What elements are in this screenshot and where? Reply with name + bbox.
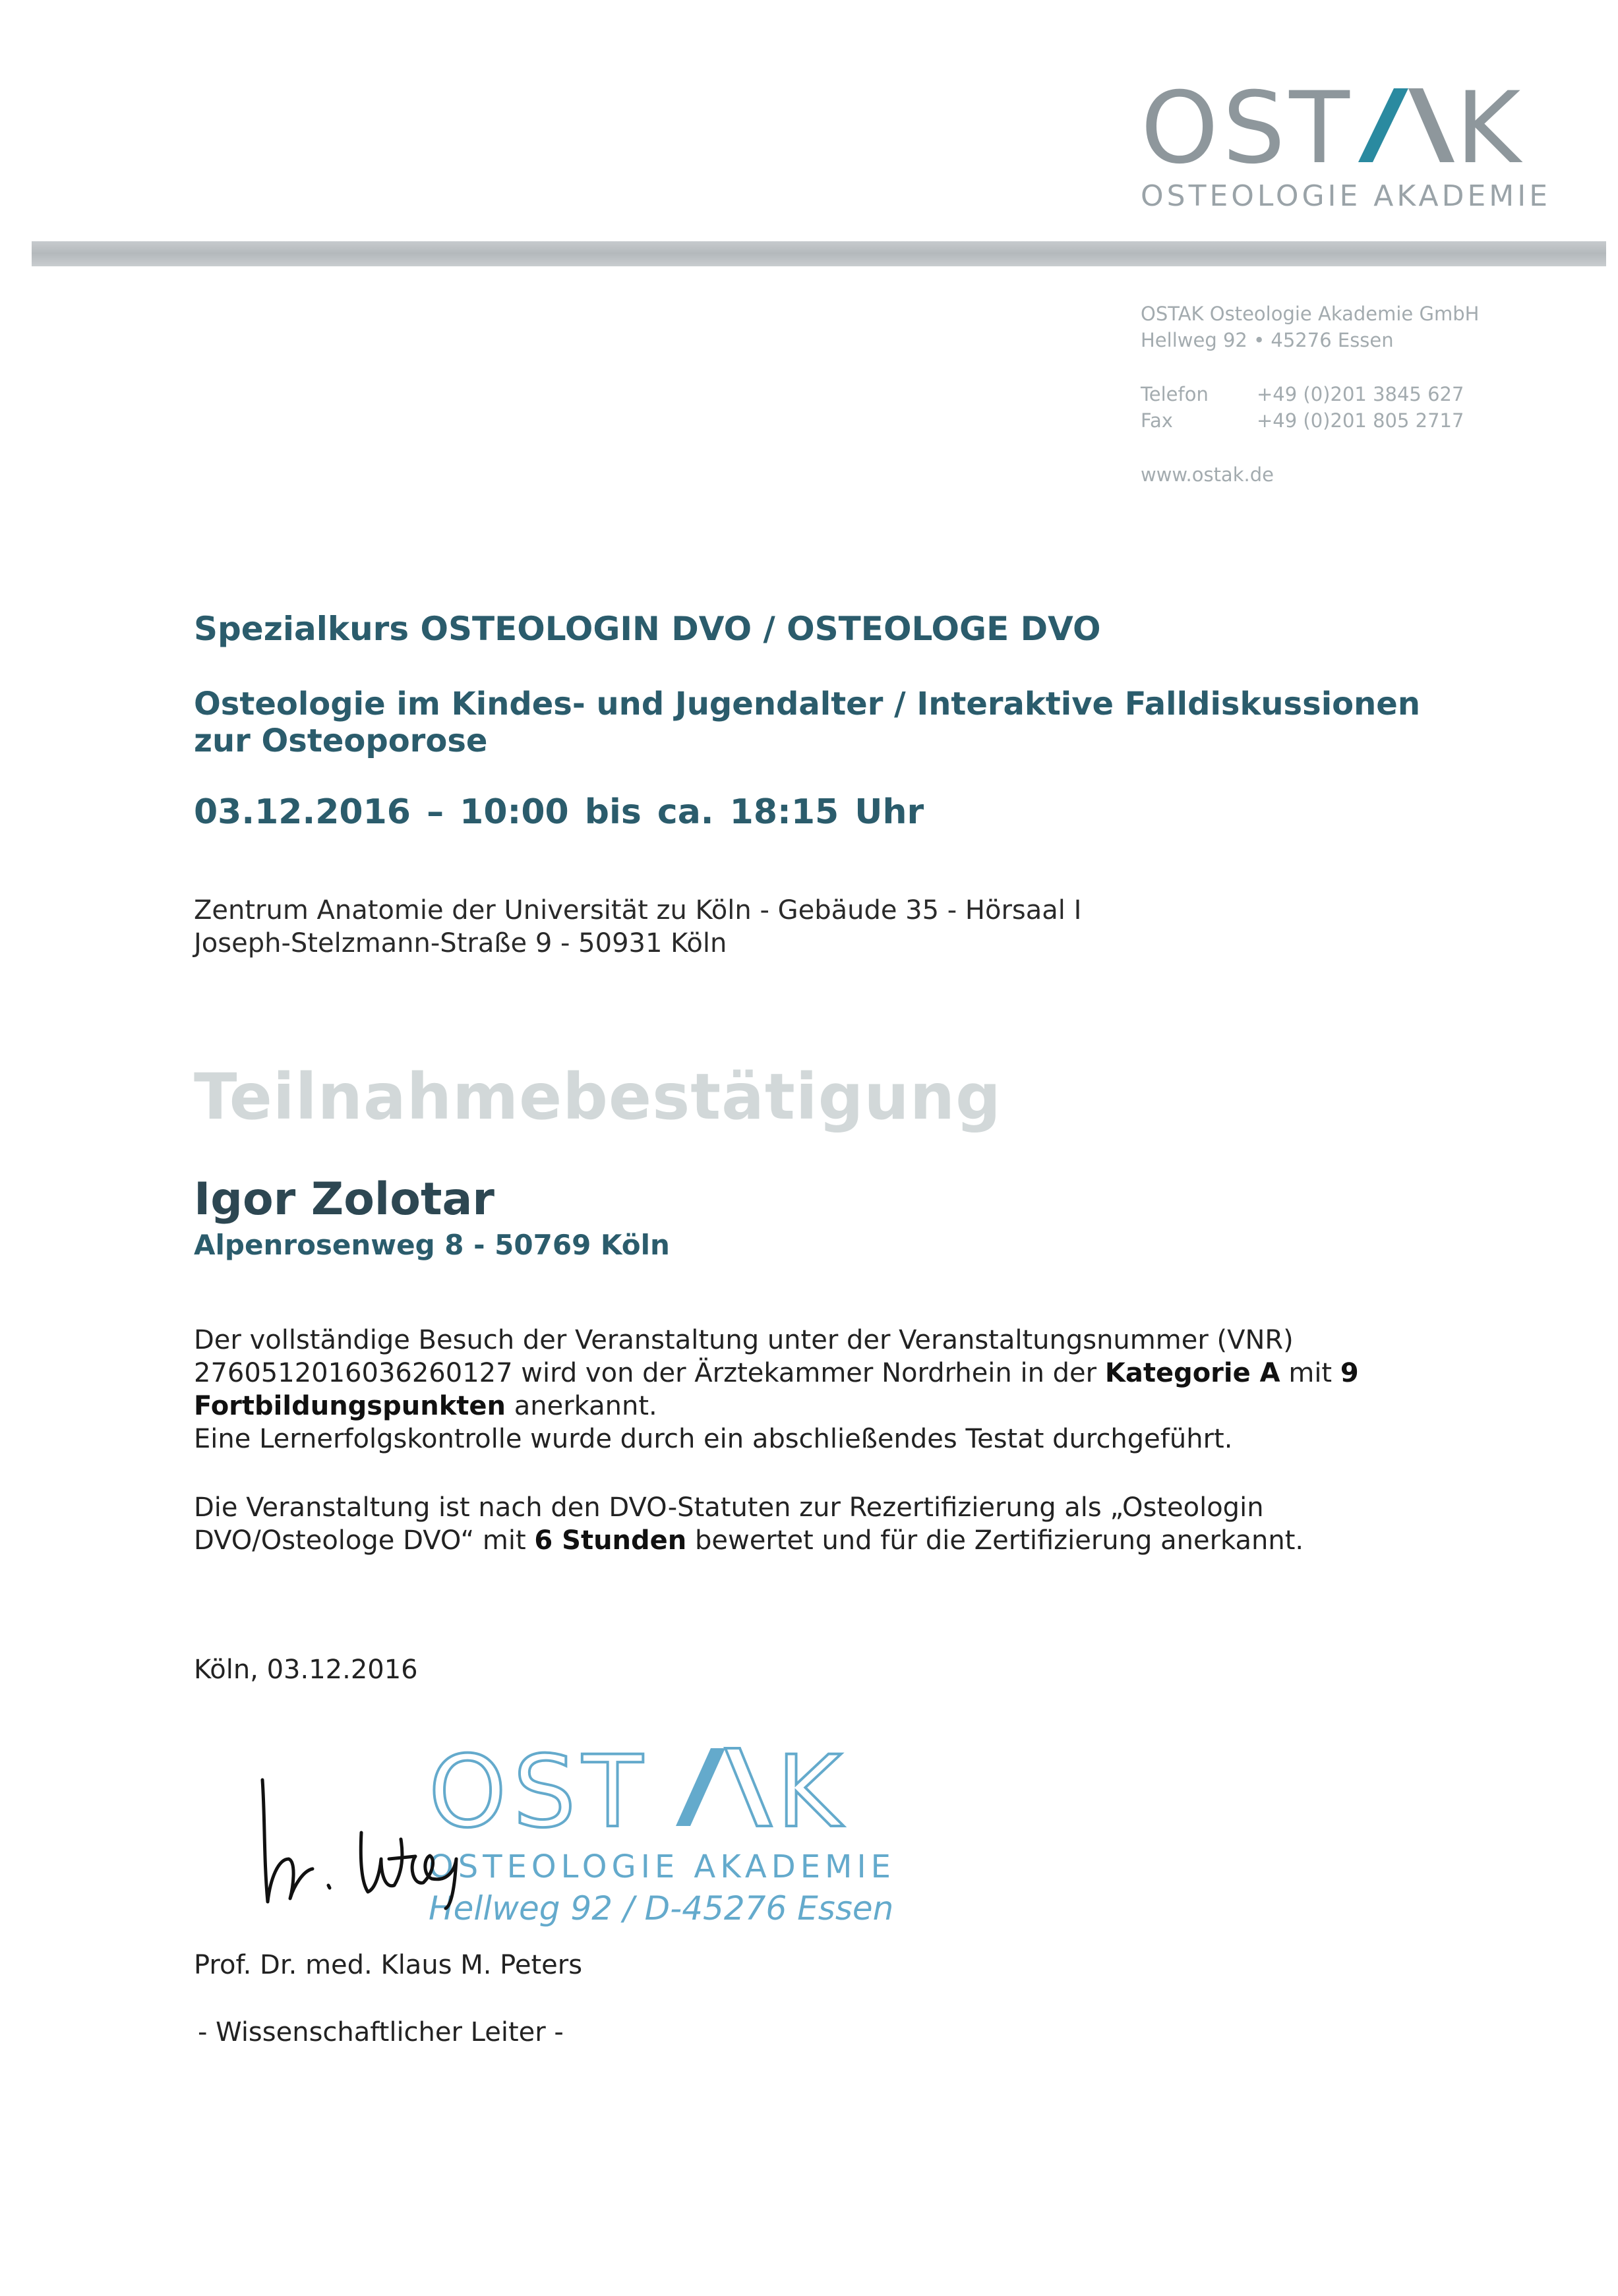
p1-text-a: Der vollständige Besuch der Veranstaltung unter der Veranstaltungsnummer (VNR) 2760512016036260127 wird von der Ärztekammer Nordrhein in der bbox=[194, 1325, 1294, 1388]
p1-category: Kategorie A bbox=[1104, 1358, 1280, 1388]
svg-text:OST: OST bbox=[1141, 78, 1354, 177]
sender-company: OSTAK Osteologie Akademie GmbH bbox=[1141, 303, 1480, 325]
svg-text:K: K bbox=[777, 1735, 842, 1850]
svg-text:OSTEOLOGIE AKADEMIE: OSTEOLOGIE AKADEMIE bbox=[429, 1848, 895, 1885]
sender-street: Hellweg 92 • 45276 Essen bbox=[1141, 329, 1394, 351]
venue bbox=[194, 894, 1081, 960]
p2-hours: 6 Stunden bbox=[534, 1525, 687, 1556]
fax-number: +49 (0)201 805 2717 bbox=[1257, 409, 1464, 432]
header-band bbox=[32, 241, 1606, 266]
p1-test-note: Eine Lernerfolgskontrolle wurde durch ein abschließendes Testat durchgeführt. bbox=[194, 1424, 1233, 1454]
phone-label: Telefon bbox=[1141, 383, 1209, 405]
course-title: Spezialkurs OSTEOLOGIN DVO / OSTEOLOGE DVO bbox=[194, 610, 1101, 648]
fax-label: Fax bbox=[1141, 409, 1173, 432]
venue-line-2: Joseph-Stelzmann-Straße 9 - 50931 Köln bbox=[194, 928, 727, 958]
signer-name: Prof. Dr. med. Klaus M. Peters bbox=[194, 1950, 583, 1980]
phone-number: +49 (0)201 3845 627 bbox=[1257, 383, 1464, 405]
confirmation-paragraph bbox=[194, 1324, 1466, 1456]
svg-text:Hellweg 92 / D-45276 Essen: Hellweg 92 / D-45276 Essen bbox=[429, 1889, 894, 1928]
p1-text-e: anerkannt. bbox=[506, 1391, 657, 1421]
venue-line-1: Zentrum Anatomie der Universität zu Köln - Gebäude 35 - Hörsaal I bbox=[194, 895, 1082, 926]
recipient-name: Igor Zolotar bbox=[194, 1173, 494, 1225]
handwritten-signature bbox=[251, 1760, 527, 1912]
sender-website: www.ostak.de bbox=[1141, 463, 1274, 486]
ostak-logo bbox=[1141, 78, 1536, 177]
svg-text:K: K bbox=[1456, 78, 1521, 177]
logo-subtitle: OSTEOLOGIE AKADEMIE bbox=[1141, 179, 1551, 213]
recipient-address: Alpenrosenweg 8 - 50769 Köln bbox=[194, 1229, 670, 1261]
sender-address-block bbox=[1141, 301, 1479, 488]
p1-text-c: mit bbox=[1280, 1358, 1340, 1388]
course-topic: Osteologie im Kindes- und Jugendalter / Interaktive Falldiskussionen zur Osteoporose bbox=[194, 686, 1421, 759]
p1-points: 9 Fortbildungspunkten bbox=[194, 1358, 1359, 1421]
p2-text-c: bewertet und für die Zertifizierung anerkannt. bbox=[686, 1525, 1304, 1556]
document-heading: Teilnahmebestätigung bbox=[194, 1060, 1002, 1134]
certification-paragraph bbox=[194, 1491, 1466, 1557]
svg-text:OST: OST bbox=[429, 1735, 649, 1850]
p2-text-a: Die Veranstaltung ist nach den DVO-Statuten zur Rezertifizierung als „Osteologin DVO/Osteologe DVO“ mit bbox=[194, 1492, 1264, 1556]
signer-role: - Wissenschaftlicher Leiter - bbox=[198, 2017, 564, 2047]
course-date-time: 03.12.2016 – 10:00 bis ca. 18:15 Uhr bbox=[194, 792, 924, 832]
place-date: Köln, 03.12.2016 bbox=[194, 1655, 418, 1685]
